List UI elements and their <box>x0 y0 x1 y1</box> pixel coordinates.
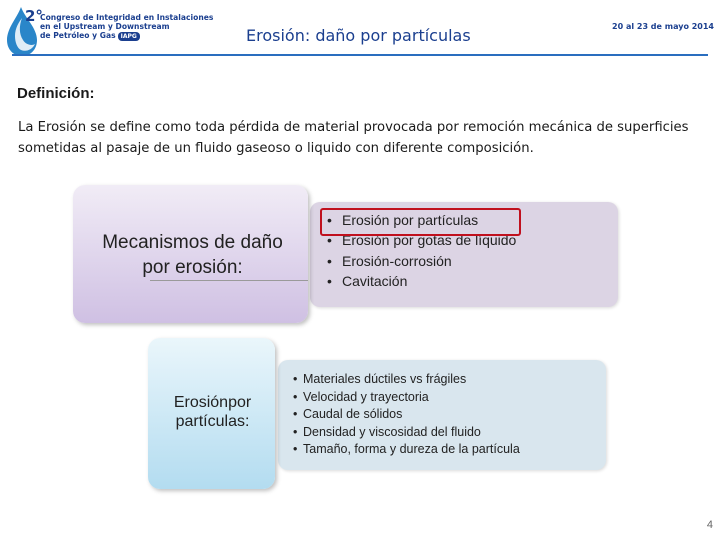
congress-line-3: de Petróleo y Gas <box>40 31 116 40</box>
list-item <box>327 251 516 271</box>
definition-text: La Erosión se define como toda pérdida de material provocada por remoción mecánica de superficies sometidas al pasaje de un fluido gaseoso o liquido con diferente composición. <box>18 120 689 156</box>
bullet-icon: • <box>293 424 298 439</box>
congress-line-2: en el Upstream y Downstream <box>40 22 170 31</box>
bullet-icon: • <box>293 407 298 421</box>
list-item-label: Caudal de sólidos <box>303 407 403 421</box>
page-number: 4 <box>706 519 713 531</box>
mechanisms-connector-line <box>150 280 308 281</box>
list-item <box>293 406 520 424</box>
list-item-label: Velocidad y trayectoria <box>303 389 429 404</box>
list-item-label: Materiales dúctiles vs frágiles <box>303 372 467 386</box>
bullet-icon: • <box>293 442 298 456</box>
congress-name <box>40 13 213 41</box>
list-item <box>293 371 520 389</box>
iapg-badge: IAPG <box>118 32 140 41</box>
list-item-label: Erosión por partículas <box>342 212 479 228</box>
bullet-icon: • <box>327 272 332 289</box>
mechanisms-label: Mecanismos de daño por erosión: <box>102 232 283 278</box>
bullet-icon: • <box>327 232 332 249</box>
bullet-icon: • <box>327 212 332 228</box>
list-item-label: Tamaño, forma y dureza de la partícula <box>303 442 520 456</box>
bullet-icon: • <box>293 372 298 386</box>
slide-header <box>0 0 720 62</box>
list-item-label: Erosión-corrosión <box>342 252 452 269</box>
highlight-box <box>320 208 521 236</box>
list-item-label: Densidad y viscosidad del fluido <box>303 424 481 439</box>
factors-list <box>293 371 520 459</box>
list-item <box>327 271 516 291</box>
particle-erosion-label: Erosiónpor partículas: <box>173 394 252 430</box>
header-divider <box>12 54 708 56</box>
congress-logo <box>4 4 224 58</box>
list-item <box>293 389 520 407</box>
bullet-icon: • <box>293 389 298 404</box>
congress-number: 2° <box>25 7 43 25</box>
definition-heading: Definición: <box>17 85 95 102</box>
list-item-label: Cavitación <box>342 272 408 289</box>
list-item-label: Erosión por gotas de líquido <box>342 232 517 249</box>
list-item <box>293 424 520 442</box>
water-drop-logo-icon <box>4 4 44 58</box>
slide-title: Erosión: daño por partículas <box>246 26 471 45</box>
list-item <box>293 441 520 459</box>
event-date: 20 al 23 de mayo 2014 <box>612 22 714 31</box>
bullet-icon: • <box>327 252 332 269</box>
congress-line-1: Congreso de Integridad en Instalaciones <box>40 13 214 22</box>
